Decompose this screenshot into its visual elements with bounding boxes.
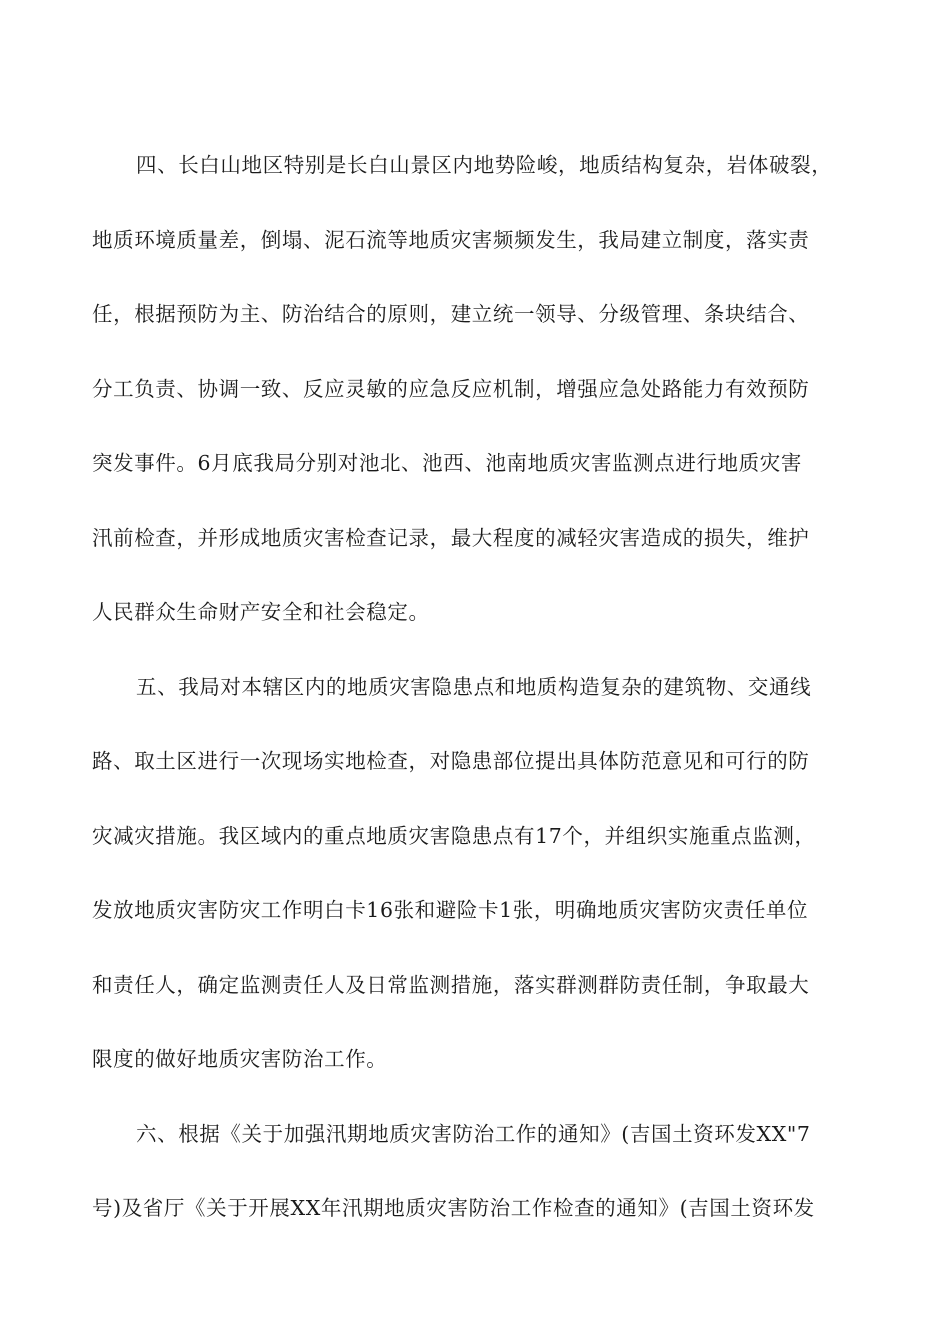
text-line: 限度的做好地质灾害防治工作。 [92,1047,388,1071]
document-page [92,128,878,1246]
text-line: 分工负责、协调一致、反应灵敏的应急反应机制，增强应急处路能力有效预防 [92,376,810,401]
text-line: 六、根据《关于加强汛期地质灾害防治工作的通知》(吉国土资环发XX"7 [136,1121,811,1146]
text-line: 四、长白山地区特别是长白山景区内地势险峻，地质结构复杂，岩体破裂， [136,153,833,177]
text-line: 和责任人，确定监测责任人及日常监测措施，落实群测群防责任制，争取最大 [92,972,810,997]
text-line: 发放地质灾害防灾工作明白卡16张和避险卡1张，明确地质灾害防灾责任单位 [92,898,809,922]
text-line: 任，根据预防为主、防治结合的原则，建立统一领导、分级管理、条块结合、 [92,302,810,326]
text-line: 五、我局对本辖区内的地质灾害隐患点和地质构造复杂的建筑物、交通线 [136,674,812,699]
text-line: 突发事件。6月底我局分别对池北、池西、池南地质灾害监测点进行地质灾害 [92,451,802,475]
text-line: 灾减灾措施。我区域内的重点地质灾害隐患点有17个，并组织实施重点监测， [92,823,816,848]
paragraph-5 [92,650,878,1097]
paragraph-6 [92,1097,878,1246]
text-line: 路、取土区进行一次现场实地检查，对隐患部位提出具体防范意见和可行的防 [92,749,810,773]
text-line: 号)及省厅《关于开展XX年汛期地质灾害防治工作检查的通知》(吉国土资环发 [92,1196,815,1220]
text-line: 汛前检查，并形成地质灾害检查记录，最大程度的减轻灾害造成的损失，维护 [92,525,810,550]
text-line: 地质环境质量差，倒塌、泥石流等地质灾害频频发生，我局建立制度，落实责 [92,227,810,252]
paragraph-4 [92,128,878,650]
text-line: 人民群众生命财产安全和社会稳定。 [92,600,430,624]
